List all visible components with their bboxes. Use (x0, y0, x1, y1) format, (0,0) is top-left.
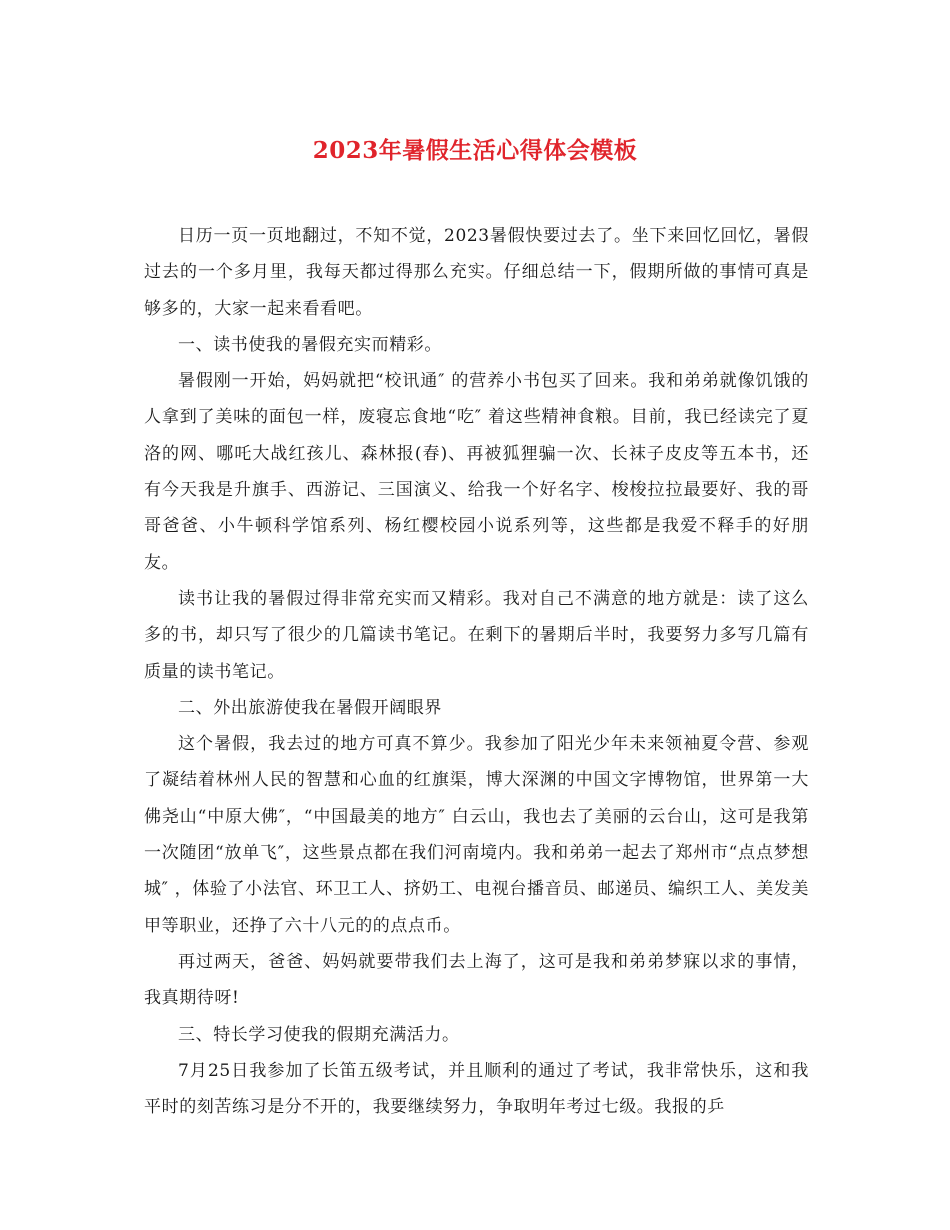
paragraph-travel-places: 这个暑假，我去过的地方可真不算少。我参加了阳光少年未来领袖夏令营、参观了凝结着林州人民的智慧和心血的红旗渠，博大深渊的中国文字博物馆，世界第一大佛尧山“中原大佛″，“中国最美的地方″ 白云山，我也去了美丽的云台山，这可是我第一次随团“放单飞″，这些景点都在我们河南境内。我和弟弟一起去了郑州市“点点梦想城″ ，体验了小法官、环卫工人、挤奶工、电视台播音员、邮递员、编织工人、美发美甲等职业，还挣了六十八元的的点点币。 (144, 734, 809, 936)
paragraph-intro: 日历一页一页地翻过，不知不觉，2023暑假快要过去了。坐下来回忆回忆，暑假过去的一个多月里，我每天都过得那么充实。仔细总结一下，假期所做的事情可真是够多的，大家一起来看看吧。 (144, 226, 809, 319)
section-heading-travel: 二、外出旅游使我在暑假开阔眼界 (178, 697, 442, 718)
section-heading-skills: 三、特长学习使我的假期充满活力。 (178, 1024, 460, 1045)
paragraph-reading-notes: 读书让我的暑假过得非常充实而又精彩。我对自己不满意的地方就是：读了这么多的书，却只写了很少的几篇读书笔记。在剩下的暑期后半时，我要努力多写几篇有质量的读书笔记。 (144, 588, 809, 682)
paragraph-reading-books: 暑假刚一开始，妈妈就把“校讯通″ 的营养小书包买了回来。我和弟弟就像饥饿的人拿到了美味的面包一样，废寝忘食地“吃″ 着这些精神食粮。目前，我已经读完了夏洛的网、哪吒大战红孩儿、森林报(春)、再被狐狸骗一次、长袜子皮皮等五本书，还有今天我是升旗手、西游记、三国演义、给我一个好名字、梭梭拉拉最要好、我的哥哥爸爸、小牛顿科学馆系列、杨红樱校园小说系列等，这些都是我爱不释手的好朋友。 (144, 371, 809, 573)
document-body (144, 218, 809, 1125)
section-heading-reading: 一、读书使我的暑假充实而精彩。 (178, 334, 442, 355)
paragraph-travel-shanghai: 再过两天，爸爸、妈妈就要带我们去上海了，这可是我和弟弟梦寐以求的事情，我真期待呀! (144, 951, 809, 1009)
paragraph-skills-flute: 7月25日我参加了长笛五级考试，并且顺利的通过了考试，我非常快乐，这和我平时的刻苦练习是分不开的，我要继续努力，争取明年考过七级。我报的乒 (144, 1060, 809, 1118)
document-title: 2023年暑假生活心得体会模板 (312, 137, 638, 164)
